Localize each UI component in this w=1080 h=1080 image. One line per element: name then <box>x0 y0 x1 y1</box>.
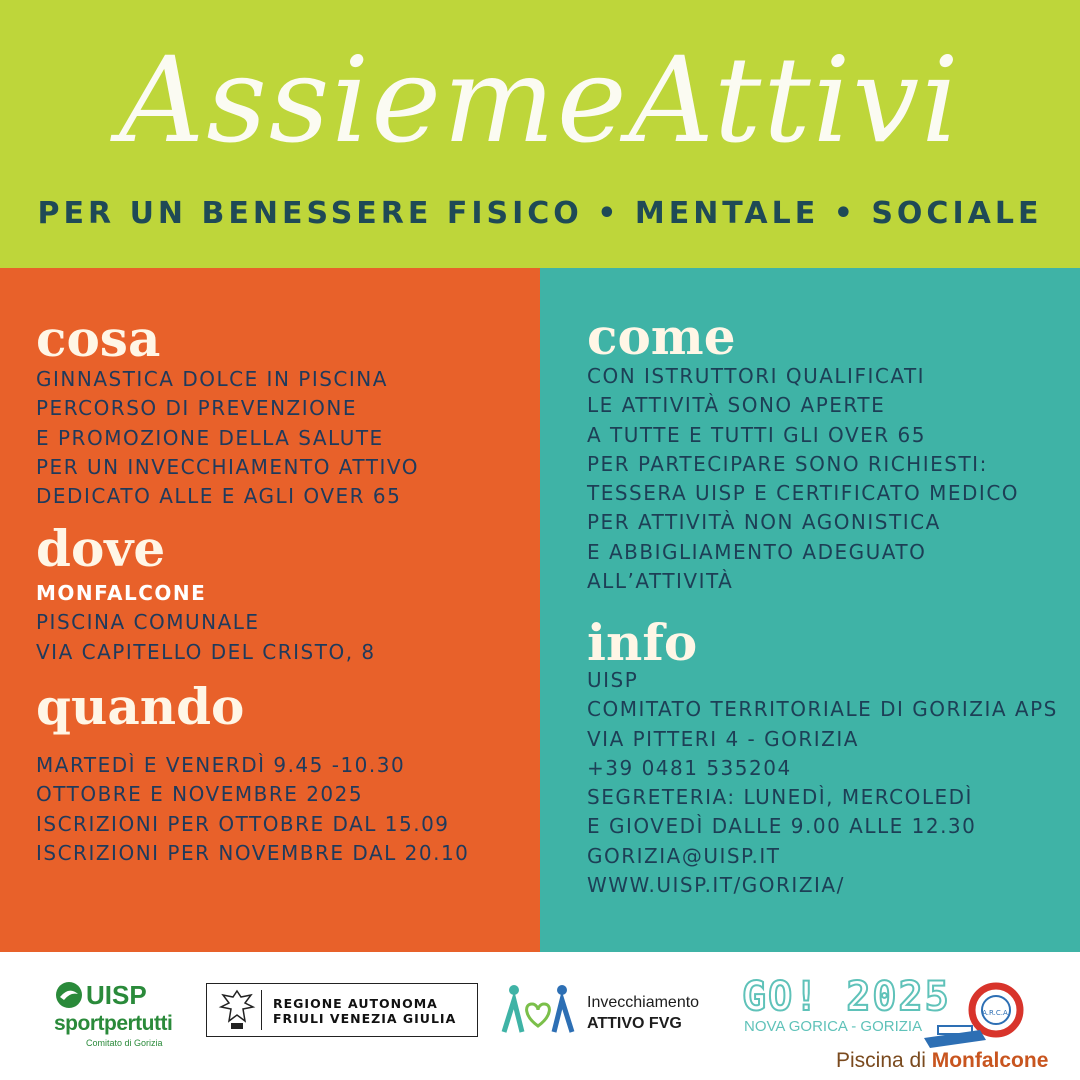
come-line: CON ISTRUTTORI QUALIFICATI <box>587 364 926 388</box>
info-line: COMITATO TERRITORIALE DI GORIZIA APS <box>587 697 1058 722</box>
uisp-name: UISP <box>86 980 147 1010</box>
info-heading: info <box>587 613 698 672</box>
regione-divider <box>261 990 262 1030</box>
come-line: LE ATTIVITÀ SONO APERTE <box>587 393 886 418</box>
come-heading: come <box>587 307 736 366</box>
cosa-text <box>36 365 419 511</box>
arca-label: A.R.C.A. <box>982 1009 1010 1017</box>
quando-text <box>36 751 469 868</box>
come-line: PER ATTIVITÀ NON AGONISTICA <box>587 510 941 535</box>
info-email[interactable]: GORIZIA@UISP.IT <box>587 843 781 868</box>
cosa-line: DEDICATO ALLE E AGLI OVER 65 <box>36 484 402 509</box>
header-band <box>0 0 1080 268</box>
piscina-watermark <box>836 1049 1048 1073</box>
regione-line1: REGIONE AUTONOMA <box>273 996 438 1011</box>
page-title: AssiemeAttivi <box>119 31 961 169</box>
dove-heading: dove <box>36 519 166 578</box>
arca-lifebuoy-icon <box>920 982 1026 1050</box>
come-line: ALL’ATTIVITÀ <box>587 569 734 594</box>
cosa-line: GINNASTICA DOLCE IN PISCINA <box>36 367 388 391</box>
inv-line1: Invecchiamento <box>587 994 700 1011</box>
uisp-tagline: sportpertutti <box>54 1012 173 1035</box>
people-heart-icon <box>500 982 580 1038</box>
watermark-part2: Monfalcone <box>931 1049 1049 1072</box>
info-line: E GIOVEDÌ DALLE 9.00 ALLE 12.30 <box>587 814 977 839</box>
cosa-line: E PROMOZIONE DELLA SALUTE <box>36 425 384 450</box>
inv-line2: ATTIVO FVG <box>587 1015 682 1032</box>
dove-city: MONFALCONE <box>36 581 207 605</box>
quando-line: ISCRIZIONI PER NOVEMBRE DAL 20.10 <box>36 840 470 865</box>
watermark-part1: Piscina di <box>836 1049 932 1072</box>
page-subtitle: PER UN BENESSERE FISICO • MENTALE • SOCIALE <box>37 196 1043 231</box>
eagle-icon <box>217 987 257 1033</box>
dove-line: PISCINA COMUNALE <box>36 610 260 635</box>
quando-line: OTTOBRE E NOVEMBRE 2025 <box>36 782 364 807</box>
info-line: VIA PITTERI 4 - GORIZIA <box>587 726 859 751</box>
cosa-line: PERCORSO DI PREVENZIONE <box>36 396 357 421</box>
regione-logo <box>206 983 478 1037</box>
left-panel <box>0 268 540 952</box>
come-line: A TUTTE E TUTTI GLI OVER 65 <box>587 422 926 447</box>
info-text <box>587 666 1058 900</box>
info-line: SEGRETERIA: LUNEDÌ, MERCOLEDÌ <box>587 785 973 810</box>
right-panel <box>540 268 1080 952</box>
footer-logos <box>0 952 1080 1080</box>
regione-line2: FRIULI VENEZIA GIULIA <box>273 1011 457 1026</box>
info-website[interactable]: WWW.UISP.IT/GORIZIA/ <box>587 873 845 898</box>
come-line: E ABBIGLIAMENTO ADEGUATO <box>587 539 927 564</box>
quando-heading: quando <box>36 677 245 736</box>
come-line: TESSERA UISP E CERTIFICATO MEDICO <box>587 481 1020 506</box>
go2025-title: GO! 2025 <box>742 974 951 1020</box>
cosa-heading: cosa <box>36 309 161 368</box>
come-line: PER PARTECIPARE SONO RICHIESTI: <box>587 451 988 476</box>
uisp-emblem-icon <box>54 980 84 1010</box>
dove-line: VIA CAPITELLO DEL CRISTO, 8 <box>36 639 376 664</box>
info-line: +39 0481 535204 <box>587 755 792 780</box>
come-text <box>587 362 1019 596</box>
regione-text <box>273 996 456 1026</box>
go2025-subtitle: NOVA GORICA - GORIZIA <box>744 1018 923 1035</box>
uisp-subtitle: Comitato di Gorizia <box>86 1038 163 1048</box>
invecchiamento-logo <box>500 982 730 1038</box>
info-line: UISP <box>587 668 639 692</box>
quando-line: MARTEDÌ E VENERDÌ 9.45 -10.30 <box>36 753 406 777</box>
uisp-logo <box>54 980 184 1052</box>
cosa-line: PER UN INVECCHIAMENTO ATTIVO <box>36 454 419 479</box>
dove-text <box>36 579 376 667</box>
quando-line: ISCRIZIONI PER OTTOBRE DAL 15.09 <box>36 811 450 836</box>
